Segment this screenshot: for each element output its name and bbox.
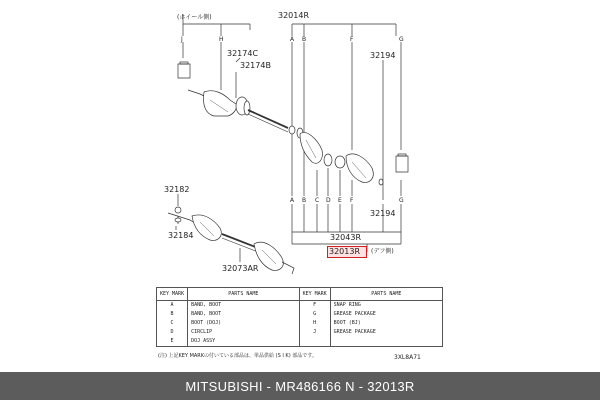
key-cell: D — [157, 328, 188, 337]
parts-cell: CIRCLIP — [188, 328, 299, 337]
table-header-key: KEY MARK — [157, 288, 188, 301]
key-H: H — [219, 36, 224, 43]
parts-cell: BOOT (BJ) — [330, 319, 442, 328]
key-cell: B — [157, 310, 188, 319]
part-32184: 32184 — [168, 231, 194, 240]
parts-cell: BAND, BOOT — [188, 301, 299, 311]
part-32013R: 32013R — [329, 247, 361, 256]
key-cell: G — [299, 310, 330, 319]
key-D-bottom: D — [326, 197, 331, 204]
table-header-parts2: PARTS NAME — [330, 288, 442, 301]
part-32182: 32182 — [164, 185, 190, 194]
key-cell: C — [157, 319, 188, 328]
table-header-row — [157, 288, 443, 301]
footnote: (注) 上記KEY MARKの付いている部品は、単品供給 (S I K) 部品です。 — [158, 353, 317, 359]
footer-part-number: MITSUBISHI - MR486166 N - 32013R — [185, 378, 415, 394]
table-row — [157, 319, 443, 328]
key-cell: A — [157, 301, 188, 311]
key-C-bottom: C — [315, 197, 320, 204]
table-row — [157, 328, 443, 337]
parts-cell: SNAP RING — [330, 301, 442, 311]
part-32194-top: 32194 — [370, 51, 396, 60]
part-32014R: 32014R — [278, 11, 310, 20]
key-A-bottom: A — [290, 197, 295, 204]
key-F-bottom: F — [350, 197, 354, 204]
key-G-bottom: G — [399, 197, 404, 204]
key-B-bottom: B — [302, 197, 307, 204]
part-32174C: 32174C — [227, 49, 259, 58]
part-32194-bottom: 32194 — [370, 209, 396, 218]
key-cell: E — [157, 337, 188, 347]
parts-cell — [330, 337, 442, 347]
key-cell — [299, 337, 330, 347]
key-G: G — [399, 36, 404, 43]
key-J: J — [181, 36, 183, 43]
table-row — [157, 301, 443, 311]
key-E-bottom: E — [338, 197, 342, 204]
parts-table — [156, 287, 443, 347]
table-header-parts: PARTS NAME — [188, 288, 299, 301]
parts-cell: DOJ ASSY — [188, 337, 299, 347]
table-header-key2: KEY MARK — [299, 288, 330, 301]
parts-cell: BOOT (DOJ) — [188, 319, 299, 328]
key-cell: F — [299, 301, 330, 311]
diff-side-label: (デフ側) — [371, 248, 394, 255]
table-row — [157, 310, 443, 319]
parts-cell: GREASE PACKAGE — [330, 310, 442, 319]
reference-code: 3XL8A71 — [394, 354, 421, 361]
parts-cell: BAND, BOOT — [188, 310, 299, 319]
part-32073AR: 32073AR — [222, 264, 259, 273]
part-32043R: 32043R — [330, 233, 362, 242]
wheel-side-label: (ホイール側) — [177, 14, 212, 21]
footer-bar — [0, 372, 600, 400]
key-cell: J — [299, 328, 330, 337]
parts-cell: GREASE PACKAGE — [330, 328, 442, 337]
table-row — [157, 337, 443, 347]
key-A: A — [290, 36, 295, 43]
part-32174B: 32174B — [240, 61, 271, 70]
key-F: F — [350, 36, 354, 43]
key-B: B — [302, 36, 307, 43]
key-cell: H — [299, 319, 330, 328]
